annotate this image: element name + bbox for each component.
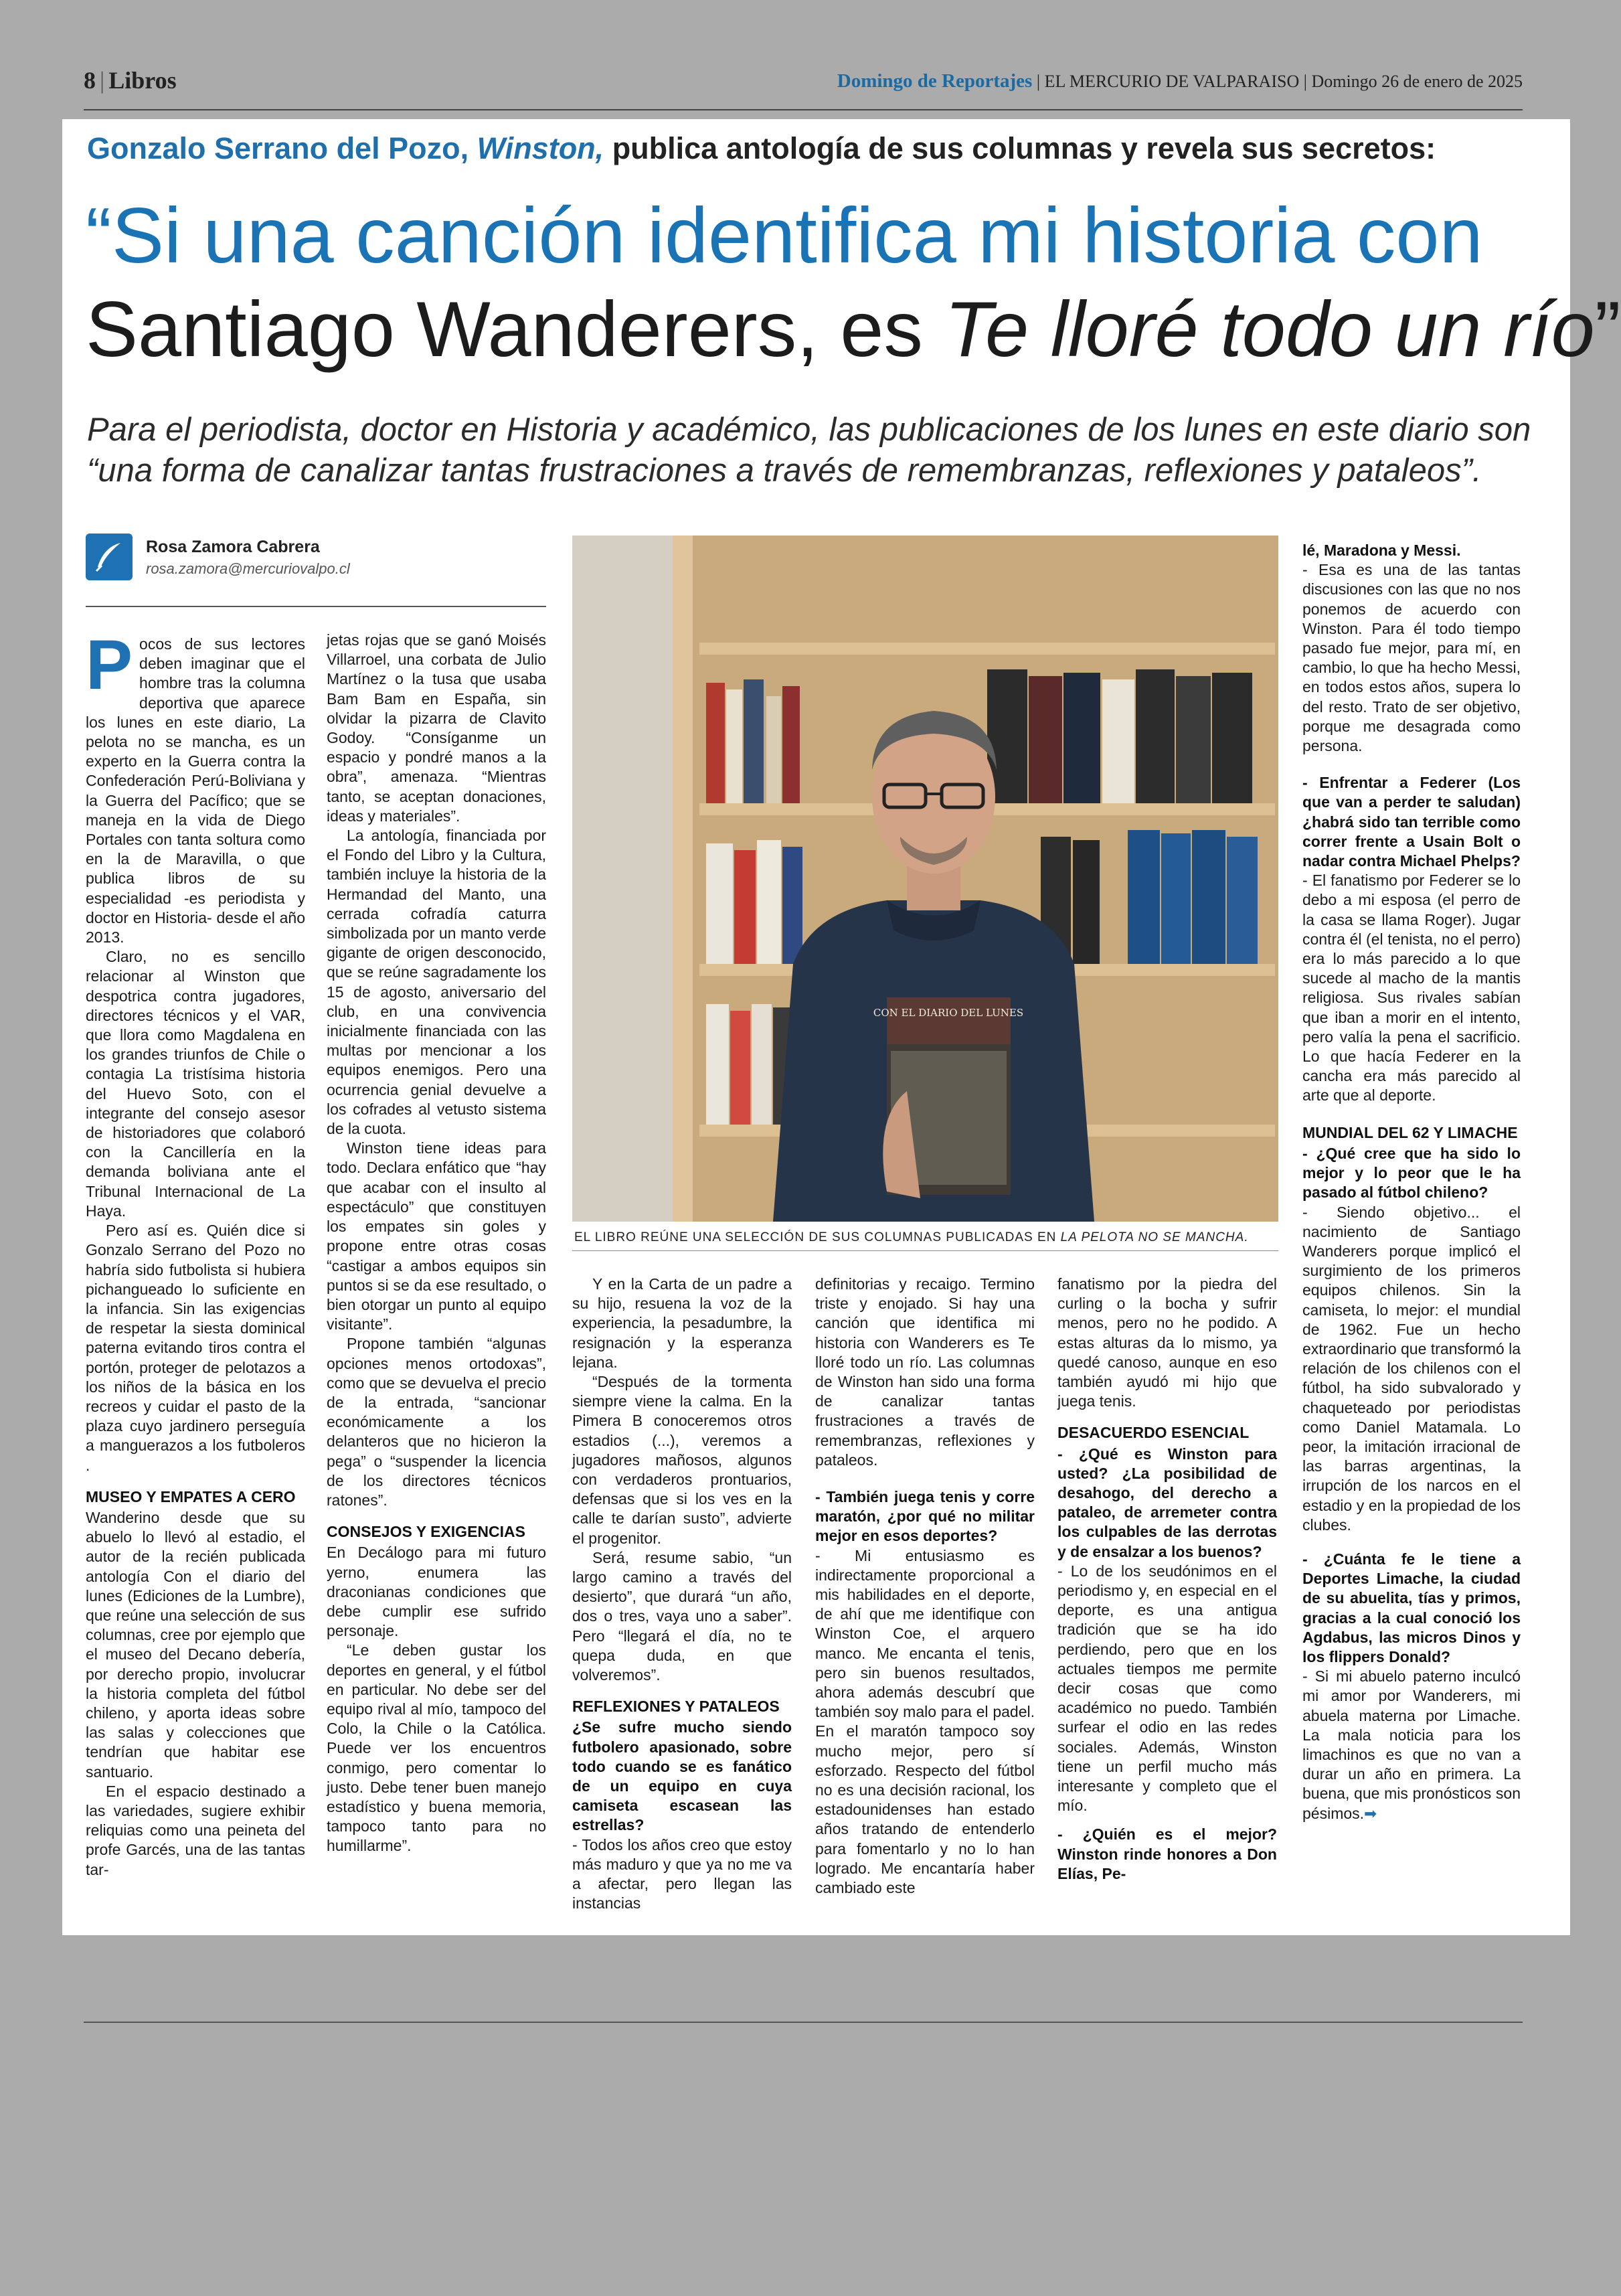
headline-line-2 — [86, 282, 1621, 376]
paragraph: Wanderino desde que su abuelo lo llevó al estadio, el autor de la recién publicada antología Con el diario del lunes (Ediciones de la Lumbre), que reúne una selección de sus columnas, cree por ejemplo que el museo del Decano debería, por derecho propio, involucrar la historia completa del fútbol chileno, y aporta ideas sobre las salas y colecciones que tendrían que habitar ese santuario. — [86, 1508, 305, 1781]
caption-rule — [572, 1250, 1278, 1251]
kicker — [87, 131, 1436, 166]
paragraph: Claro, no es sencillo relacionar al Winston que despotrica contra jugadores, directores técnicos y el VAR, que llora como Magdalena en los grandes triunfos de Chile o contagia La tristísima historia del Huevo Soto, con el integrante del consejo asesor de historiadores que colaboró con la Cancillería en la demanda boliviana ante el Tribunal Internacional de La Haya. — [86, 948, 305, 1220]
answer: - Esa es una de las tantas discusiones con las que no nos ponemos de acuerdo con Winston. Para él todo tiempo pasado fue mejor, para mí, en cambio, lo que ha hecho Messi, en todos estos años, supera lo del resto. Trato de ser objetivo, porque me desagrada como persona. — [1302, 561, 1521, 755]
subhead-museo: MUSEO Y EMPATES A CERO — [86, 1487, 296, 1505]
caption-column-name: LA PELOTA NO SE MANCHA. — [1060, 1230, 1249, 1244]
headline-song-title: Te lloré todo un río — [944, 285, 1595, 373]
subhead-consejos: CONSEJOS Y EXIGENCIAS — [327, 1523, 525, 1541]
headline-part-a: Santiago Wanderers, es — [86, 285, 945, 373]
paragraph: Pero así es. Quién dice si Gonzalo Serrano del Pozo no habría sido futbolista si hubiera pichangueado lo suficiente en la infancia. Sin las exigencias de respetar la siesta dominical paterna evitando tiros contra el portón, proteger de pelotazos a los niños de la básica en los recreos y cuidar el pasto de la plaza cuyo jardinero perseguía a manguerazos a los futboleros . — [86, 1222, 305, 1474]
paragraph: La antología, financiada por el Fondo del Libro y la Cultura, también incluye la historia de la Hermandad del Manto, una cerrada cofradía caturra simbolizada por un manto verde gigante de origen desconocido, que se reúne sagradamente los 15 de agosto, aniversario del club, en una convivencia inicialmente financiada con las multas por mencionar a los equipos enemigos. Pero una ocurrencia genial devuelve a los cofrades al vetusto sistema de la cuota. — [327, 827, 546, 1138]
answer: - Mi entusiasmo es indirectamente proporcional a mis habilidades en el deporte, de ahí que me identifique con Winston Coe, el arquero manco. Me encanta el tenis, pero sin buenos resultados, ahora además descubrí que también soy malo para el padel. En el maratón tampoco soy mucho mejor, pero sí esforzado. Respecto del fútbol no es una decisión racional, los estadounidenses han estado años tratando de entenderlo para fomentarlo y no lo han logrado. Me encantaría haber cambiado este — [815, 1546, 1035, 1897]
author-name: Rosa Zamora Cabrera — [146, 538, 320, 556]
column-6 — [1302, 541, 1521, 1823]
paragraph: En Decálogo para mi futuro yerno, enumera las draconianas condiciones que debe cumplir ese sufrido personaje. — [327, 1544, 546, 1640]
author-email[interactable]: rosa.zamora@mercuriovalpo.cl — [146, 560, 350, 577]
question-end: lé, Maradona y Messi. — [1302, 542, 1461, 559]
deck: Para el periodista, doctor en Historia y académico, las publicaciones de los lunes en este diario son “una forma de canalizar tantas frustraciones a través de remembranzas, reflexiones y pataleos”. — [87, 412, 1531, 489]
paragraph: Winston tiene ideas para todo. Declara enfático que “hay que acabar con el insulto al espectáculo” que constituyen los empates sin goles y propone entre otras cosas “castigar a ambos equipos sin puntos si se da ese resultado, o bien otorgar un punto al equipo visitante”. — [327, 1139, 546, 1333]
column-2 — [327, 631, 546, 1856]
page-number: 8 — [84, 67, 96, 94]
section-label: 8 | Libros — [84, 67, 177, 94]
newspaper-name: EL MERCURIO DE VALPARAISO — [1044, 72, 1300, 91]
question: - ¿Quién es el mejor? Winston rinde honores a Don Elías, Pe- — [1057, 1825, 1277, 1882]
question: - También juega tenis y corre maratón, ¿por qué no militar mejor en esos deportes? — [815, 1488, 1035, 1545]
answer: - El fanatismo por Federer se lo debo a mi esposa (el perro de la casa se llama Roger). Jugar contra él (el tenista, no el perro) era lo más parecido a lo que sucede al macho de la mantis religiosa. Sus rivales sabían que iban a morir en el intento, pero valía la pena el sacrificio. Lo que hacía Federer en la cancha era más parecido al arte que al deporte. — [1302, 872, 1521, 1104]
answer: - Todos los años creo que estoy más maduro y que ya no me va a afectar, pero llegan las instancias — [572, 1835, 792, 1912]
supplement-name: Domingo de Reportajes — [837, 70, 1033, 92]
question: - ¿Qué es Winston para usted? ¿La posibilidad de desahogo, del derecho a pataleo, de arremeter contra los culpables de las derrotas y de ensalzar a los buenos? — [1057, 1445, 1277, 1560]
paragraph: ocos de sus lectores deben imaginar que el hombre tras la columna deportiva que aparece los lunes en este diario, La pelota no se mancha, es un experto en la Guerra contra la Confederación Perú-Boliviana y la Guerra del Pacífico; que se maneja en la vida de Diego Portales con tanta soltura como en la de Maravilla, o que publica libros de su especialidad -es periodista y doctor en Historia- desde el año 2013. — [86, 635, 305, 947]
paragraph: “Le deben gustar los deportes en general, y el fútbol en particular. No debe ser del equipo rival al mío, tampoco del Colo, la Chile o la Católica. Puede ver los encuentros conmigo, pero comentar lo justo. Debe tener buen manejo estadístico y buena memoria, tampoco tanto para no humillarme”. — [327, 1641, 546, 1855]
paragraph: definitorias y recaigo. Termino triste y enojado. Si hay una canción que identifica mi historia con Wanderers es Te lloré todo un río. Las columnas de Winston han sido una forma de canalizar tantas frustraciones a través de remembranzas, reflexiones y pataleos. — [815, 1275, 1035, 1469]
kicker-name: Gonzalo Serrano del Pozo, — [87, 131, 469, 165]
answer-final — [1302, 1667, 1521, 1823]
answer-text: - Si mi abuelo paterno inculcó mi amor por Wanderers, mi abuela materna por Limache. La mala noticia para los limachinos es que no van a durar un año en primera. La buena, que mis pronósticos son pésimos. — [1302, 1667, 1521, 1822]
header-rule — [84, 109, 1523, 110]
column-4 — [815, 1275, 1035, 1898]
author-photo — [572, 536, 1278, 1222]
publication-info: Domingo de Reportajes | EL MERCURIO DE VALPARAISO | Domingo 26 de enero de 2025 — [837, 70, 1523, 92]
book-title: CON EL DIARIO DEL LUNES — [873, 1007, 1024, 1019]
column-1 — [86, 626, 305, 1880]
subhead-desacuerdo: DESACUERDO ESENCIAL — [1057, 1424, 1250, 1442]
end-mark-icon: ➡ — [1364, 1804, 1377, 1822]
question: - ¿Cuánta fe le tiene a Deportes Limache, la ciudad de su abuelita, tías y primos, gracias a la cual conoció los Agdabus, las micros Dinos y los flippers Donald? — [1302, 1550, 1521, 1665]
paragraph: Y en la Carta de un padre a su hijo, resuena la voz de la experiencia, la pesadumbre, la resignación y la esperanza lejana. — [572, 1275, 792, 1371]
paragraph: “Después de la tormenta siempre viene la calma. En la Pimera B conoceremos otros estadios (...), veremos a jugadores mañosos, algunos con verdaderos prontuarios, defensas que si los ves en la calle te darían susto”, advierte el progenitor. — [572, 1373, 792, 1547]
column-3 — [572, 1275, 792, 1914]
question: ¿Se sufre mucho siendo futbolero apasionado, sobre todo cuando se es fanático de un equipo en cuya camiseta escasean las estrellas? — [572, 1718, 792, 1834]
question: - Enfrentar a Federer (Los que van a perder te saludan) ¿habrá sido tan terrible como correr frente a Usain Bolt o nadar contra Michael Phelps? — [1302, 774, 1521, 870]
paragraph: Propone también “algunas opciones menos ortodoxas”, como que se devuelva el precio de la entrada, “sancionar económicamente a los delanteros que no hicieron la pega” o “suspender la licencia de los directores técnicos ratones”. — [327, 1335, 546, 1509]
subhead-mundial: MUNDIAL DEL 62 Y LIMACHE — [1302, 1123, 1518, 1141]
kicker-rest: publica antología de sus columnas y revela sus secretos: — [612, 131, 1436, 165]
answer: - Siendo objetivo... el nacimiento de Santiago Wanderers porque implicó el surgimiento de los primeros equipos chilenos. Sin la camiseta, lo mejor: el mundial de 1962. Fue un hecho extraordinario que transformó la relación de los chilenos con el fútbol, ha sido subvalorado y chaqueteado por periodistas como Daniel Matamala. Lo peor, la imitación irracional de las barras argentinas, la irrupción de los narcos en el estadio y en la propiedad de los clubes. — [1302, 1203, 1521, 1534]
section-name: Libros — [108, 67, 177, 94]
column-5 — [1057, 1275, 1277, 1884]
caption-text: EL LIBRO REÚNE UNA SELECCIÓN DE SUS COLUMNAS PUBLICADAS EN — [574, 1230, 1061, 1244]
question: - ¿Qué cree que ha sido lo mejor y lo peor que le ha pasado al fútbol chileno? — [1302, 1144, 1521, 1202]
kicker-alias: Winston, — [477, 131, 604, 165]
paragraph: jetas rojas que se ganó Moisés Villarroel, una corbata de Julio Martínez o la tusa que usaba Bam Bam en España, sin olvidar la pizarra de Clavito Godoy. “Consíganme un espacio y pondré manos a la obra”, amenaza. “Mientras tanto, se aceptan donaciones, ideas y materiales”. — [327, 631, 546, 825]
answer: - Lo de los seudónimos en el periodismo y, en especial en el deporte, es una antigua tradición que se ha ido perdiendo, pero que en los actuales tiempos me permite decir cosas que como académico no puedo. También surfear el odio en las redes sociales. Además, Winston tiene un perfil mucho más interesante y completo que el mío. — [1057, 1562, 1277, 1815]
paragraph: En el espacio destinado a las variedades, sugiere exhibir reliquias como una peineta del profe Garcés, una de las tantas tar- — [86, 1782, 305, 1878]
headline — [86, 189, 1621, 376]
subhead-reflexiones: REFLEXIONES Y PATALEOS — [572, 1698, 780, 1716]
issue-date: Domingo 26 de enero de 2025 — [1311, 72, 1523, 91]
paragraph: Será, resume sabio, “un largo camino a través del desierto”, que durará “un año, dos o tres, vaya uno a saber”. Pero “llegará el día, no te quepa duda, en que volveremos”. — [572, 1548, 792, 1684]
byline — [86, 532, 546, 607]
bottom-rule — [84, 2022, 1523, 2023]
drop-cap: P — [86, 626, 133, 704]
photo-caption — [574, 1230, 1284, 1245]
headline-line-1: “Si una canción identifica mi historia con — [86, 191, 1483, 279]
quill-icon — [86, 534, 133, 580]
headline-close-quote: ” — [1594, 285, 1621, 373]
page-header — [84, 64, 1523, 102]
paragraph: fanatismo por la piedra del curling o la bocha y sufrir menos, pero no he podido. A estas alturas da lo mismo, ya quedé canoso, aunque en eso también ayudó mi hijo que juega tenis. — [1057, 1275, 1277, 1410]
